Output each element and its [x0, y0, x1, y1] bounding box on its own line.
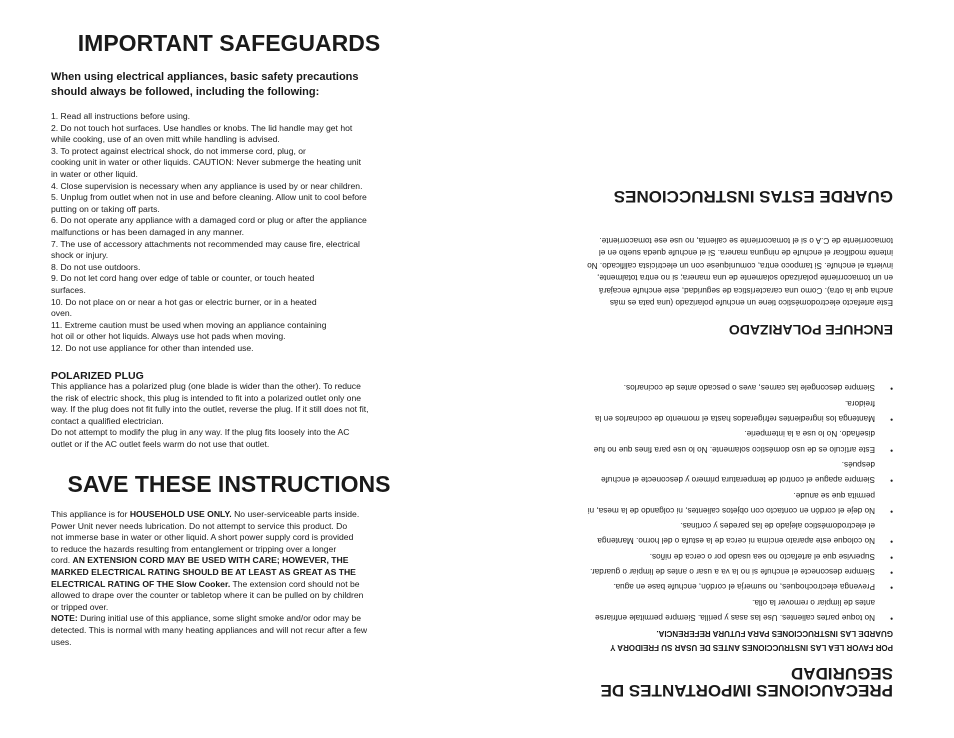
text-line: 3. To protect against electrical shock, do not immerse cord, plug, or: [51, 145, 306, 156]
bullet-text-line: el electrodoméstico alejado de las paredes y cortinas.: [680, 521, 875, 531]
bullet-text-line: Siempre apague el control de temperatura primero y desconecte el enchufe: [601, 475, 875, 485]
text-line: oven.: [51, 308, 73, 319]
intro-line: When using electrical appliances, basic safety precautions: [51, 71, 359, 83]
text-line: 6. Do not operate any appliance with a damaged cord or plug or after the appliance: [51, 215, 367, 226]
text-line: cooking unit in water or other liquids. CAUTION: Never submerge the heating unit: [51, 157, 362, 168]
bullet-text-line: después.: [841, 460, 875, 469]
spanish-plug-heading: ENCHUFE POLARIZADO: [728, 322, 893, 338]
text-line: contact a qualified electrician.: [51, 415, 164, 426]
spanish-save-title: GUARDE ESTAS INSTRUCCIONES: [613, 187, 893, 206]
save-line: Power Unit never needs lubrication. Do not attempt to service this product. Do: [51, 520, 348, 531]
text-line: 4. Close supervision is necessary when any appliance is used by or near children.: [51, 180, 363, 191]
spanish-intro-line: POR FAVOR LEA LAS INSTRUCCIONES ANTES DE USAR SU FREIDORA Y: [610, 643, 893, 652]
bullet-icon: •: [890, 583, 893, 593]
intro-line: should always be followed, including the following:: [51, 85, 320, 98]
text-line: while cooking, use of an oven mitt while handling is advised.: [51, 134, 280, 145]
bullet-text-line: antes de limpiar o remover la olla.: [752, 597, 875, 607]
save-line: This appliance is for HOUSEHOLD USE ONLY. No user-serviceable parts inside.: [51, 509, 360, 519]
bullet-icon: •: [890, 445, 893, 455]
spanish-intro-line: GUARDE LAS INSTRUCCIONES PARA FUTURA REFERENCIA.: [656, 629, 893, 638]
note-line: detected. This is normal with many heating appliances and will not recur after a few: [51, 624, 368, 635]
bullet-icon: •: [890, 568, 893, 578]
text-line: putting on or taking off parts.: [51, 203, 160, 214]
bullet-text-line: permita que se anude.: [793, 490, 875, 500]
bullet-text-line: Este artículo es de uso doméstico solamente. No lo use para fines que no fue: [593, 444, 875, 454]
bullet-icon: •: [890, 506, 893, 516]
save-line: not immerse base in water or other liquid. A short power supply cord is provided: [51, 532, 354, 543]
text-line: outlet or if the AC outlet feels warm do not use that outlet.: [51, 438, 270, 449]
text-line: invierta el enchufe. Si tampoco entra, comuníquese con un electricista calificado. No: [587, 260, 893, 270]
text-line: en un tomacorriente polarizado solamente de una manera; si no entra totalmente,: [597, 273, 893, 283]
note-line: uses.: [51, 636, 72, 647]
bullet-text-line: No toque partes calientes. Use las asas y perilla. Siempre permitale enfriarse: [595, 613, 875, 622]
text-line: tomacorriente de C.A o si el tomacorriente se calienta, no use ese tomacorriente.: [599, 235, 893, 245]
text-line: 8. Do not use outdoors.: [51, 261, 141, 272]
text-line: shock or injury.: [51, 250, 109, 261]
spanish-plug-text: [587, 234, 893, 308]
text-line: 5. Unplug from outlet when not in use and before cleaning. Allow unit to cool before: [51, 192, 367, 203]
text-line: Este artefacto electrodoméstico tiene un enchufe polarizado (una pata es más: [609, 298, 893, 307]
bullet-icon: •: [890, 537, 893, 547]
save-line: cord. AN EXTENSION CORD MAY BE USED WITH CARE; HOWEVER, THE: [51, 555, 349, 566]
title-save-instructions: SAVE THESE INSTRUCTIONS: [67, 471, 391, 497]
text-line: way. If the plug does not fit fully into the outlet, reverse the plug. If it still does not fit,: [51, 404, 369, 415]
text-line: 1. Read all instructions before using.: [51, 111, 191, 121]
save-line: MARKED ELECTRICAL RATING SHOULD BE AT LEAST AS GREAT AS THE: [51, 566, 356, 577]
bullet-text-line: Siempre desconecte el enchufe si no la va a usar o antes de limpiar o guardar.: [590, 567, 875, 577]
text-line: 12. Do not use appliance for other than intended use.: [51, 342, 254, 353]
bullet-icon: •: [890, 384, 893, 394]
bullet-text-line: No deje el cordón en contacto con objetos calientes, ni colgando de la mesa, ni: [587, 505, 875, 515]
text-line: the risk of electric shock, this plug is intended to fit into a polarized outlet only one: [51, 392, 362, 403]
bullet-text-line: diseñado. No lo use a la intemperie.: [744, 429, 875, 439]
spanish-intro: [610, 626, 893, 654]
bullet-text-line: freidora.: [844, 398, 875, 408]
save-line: allowed to drape over the counter or tabletop where it can be pulled on by children: [51, 590, 364, 601]
text-line: intente modificar el enchufe de ninguna manera. Si el enchufe queda suelto en el: [598, 248, 893, 258]
text-line: ancha que la otra). Como una característica de seguridad, este enchufe encajará: [598, 285, 893, 295]
text-line: 2. Do not touch hot surfaces. Use handles or knobs. The lid handle may get hot: [51, 122, 353, 133]
bullet-text-line: Supervise que el artefacto no sea usado por o cerca de niños.: [649, 551, 875, 561]
spanish-title: [601, 665, 894, 699]
title-important-safeguards: IMPORTANT SAFEGUARDS: [77, 30, 381, 56]
text-line: 7. The use of accessory attachments not recommended may cause fire, electrical: [51, 238, 360, 249]
bullet-icon: •: [890, 476, 893, 486]
bullet-icon: •: [890, 552, 893, 562]
bullet-icon: •: [890, 415, 893, 425]
text-line: malfunctions or has been damaged in any manner.: [51, 226, 245, 237]
save-line: to reduce the hazards resulting from entanglement or tripping over a longer: [51, 543, 337, 554]
text-line: Do not attempt to modify the plug in any way. If the plug fits loosely into the AC: [51, 427, 350, 438]
spanish-title-line: PRECAUCIONES IMPORTANTES DE: [600, 681, 893, 700]
spanish-title-line: SEGURIDAD: [790, 664, 893, 683]
polarized-plug-heading: POLARIZED PLUG: [51, 370, 144, 382]
text-line: This appliance has a polarized plug (one blade is wider than the other). To reduce: [51, 381, 361, 391]
bullet-text-line: Siempre descongele las carnes, aves o pescado antes de cocinarlos.: [623, 383, 875, 393]
save-line: ELECTRICAL RATING OF THE Slow Cooker. The extension cord should not be: [51, 578, 360, 589]
note-line: NOTE: During initial use of this appliance, some slight smoke and/or odor may be: [51, 613, 361, 624]
bullet-text-line: Prevenga electrochoques, no sumerja el cordón, enchufe base en agua.: [613, 582, 875, 592]
text-line: 9. Do not let cord hang over edge of table or counter, or touch heated: [51, 273, 315, 284]
bullet-text-line: No coloque este aparato encima ni cerca de la estufa o del horno. Mantenga: [597, 536, 875, 546]
bullet-icon: •: [890, 614, 893, 623]
text-line: 10. Do not place on or near a hot gas or electric burner, or in a heated: [51, 296, 317, 307]
bullet-text-line: Mantenga los ingredientes refrigerados hasta el momento de cocinarlos en la: [595, 414, 875, 424]
text-line: surfaces.: [51, 284, 86, 295]
text-line: 11. Extreme caution must be used when moving an appliance containing: [51, 319, 327, 330]
text-line: in water or other liquid.: [51, 168, 138, 179]
text-line: hot oil or other hot liquids. Always use hot pads when moving.: [51, 331, 286, 342]
save-line: or tripped over.: [51, 601, 109, 612]
